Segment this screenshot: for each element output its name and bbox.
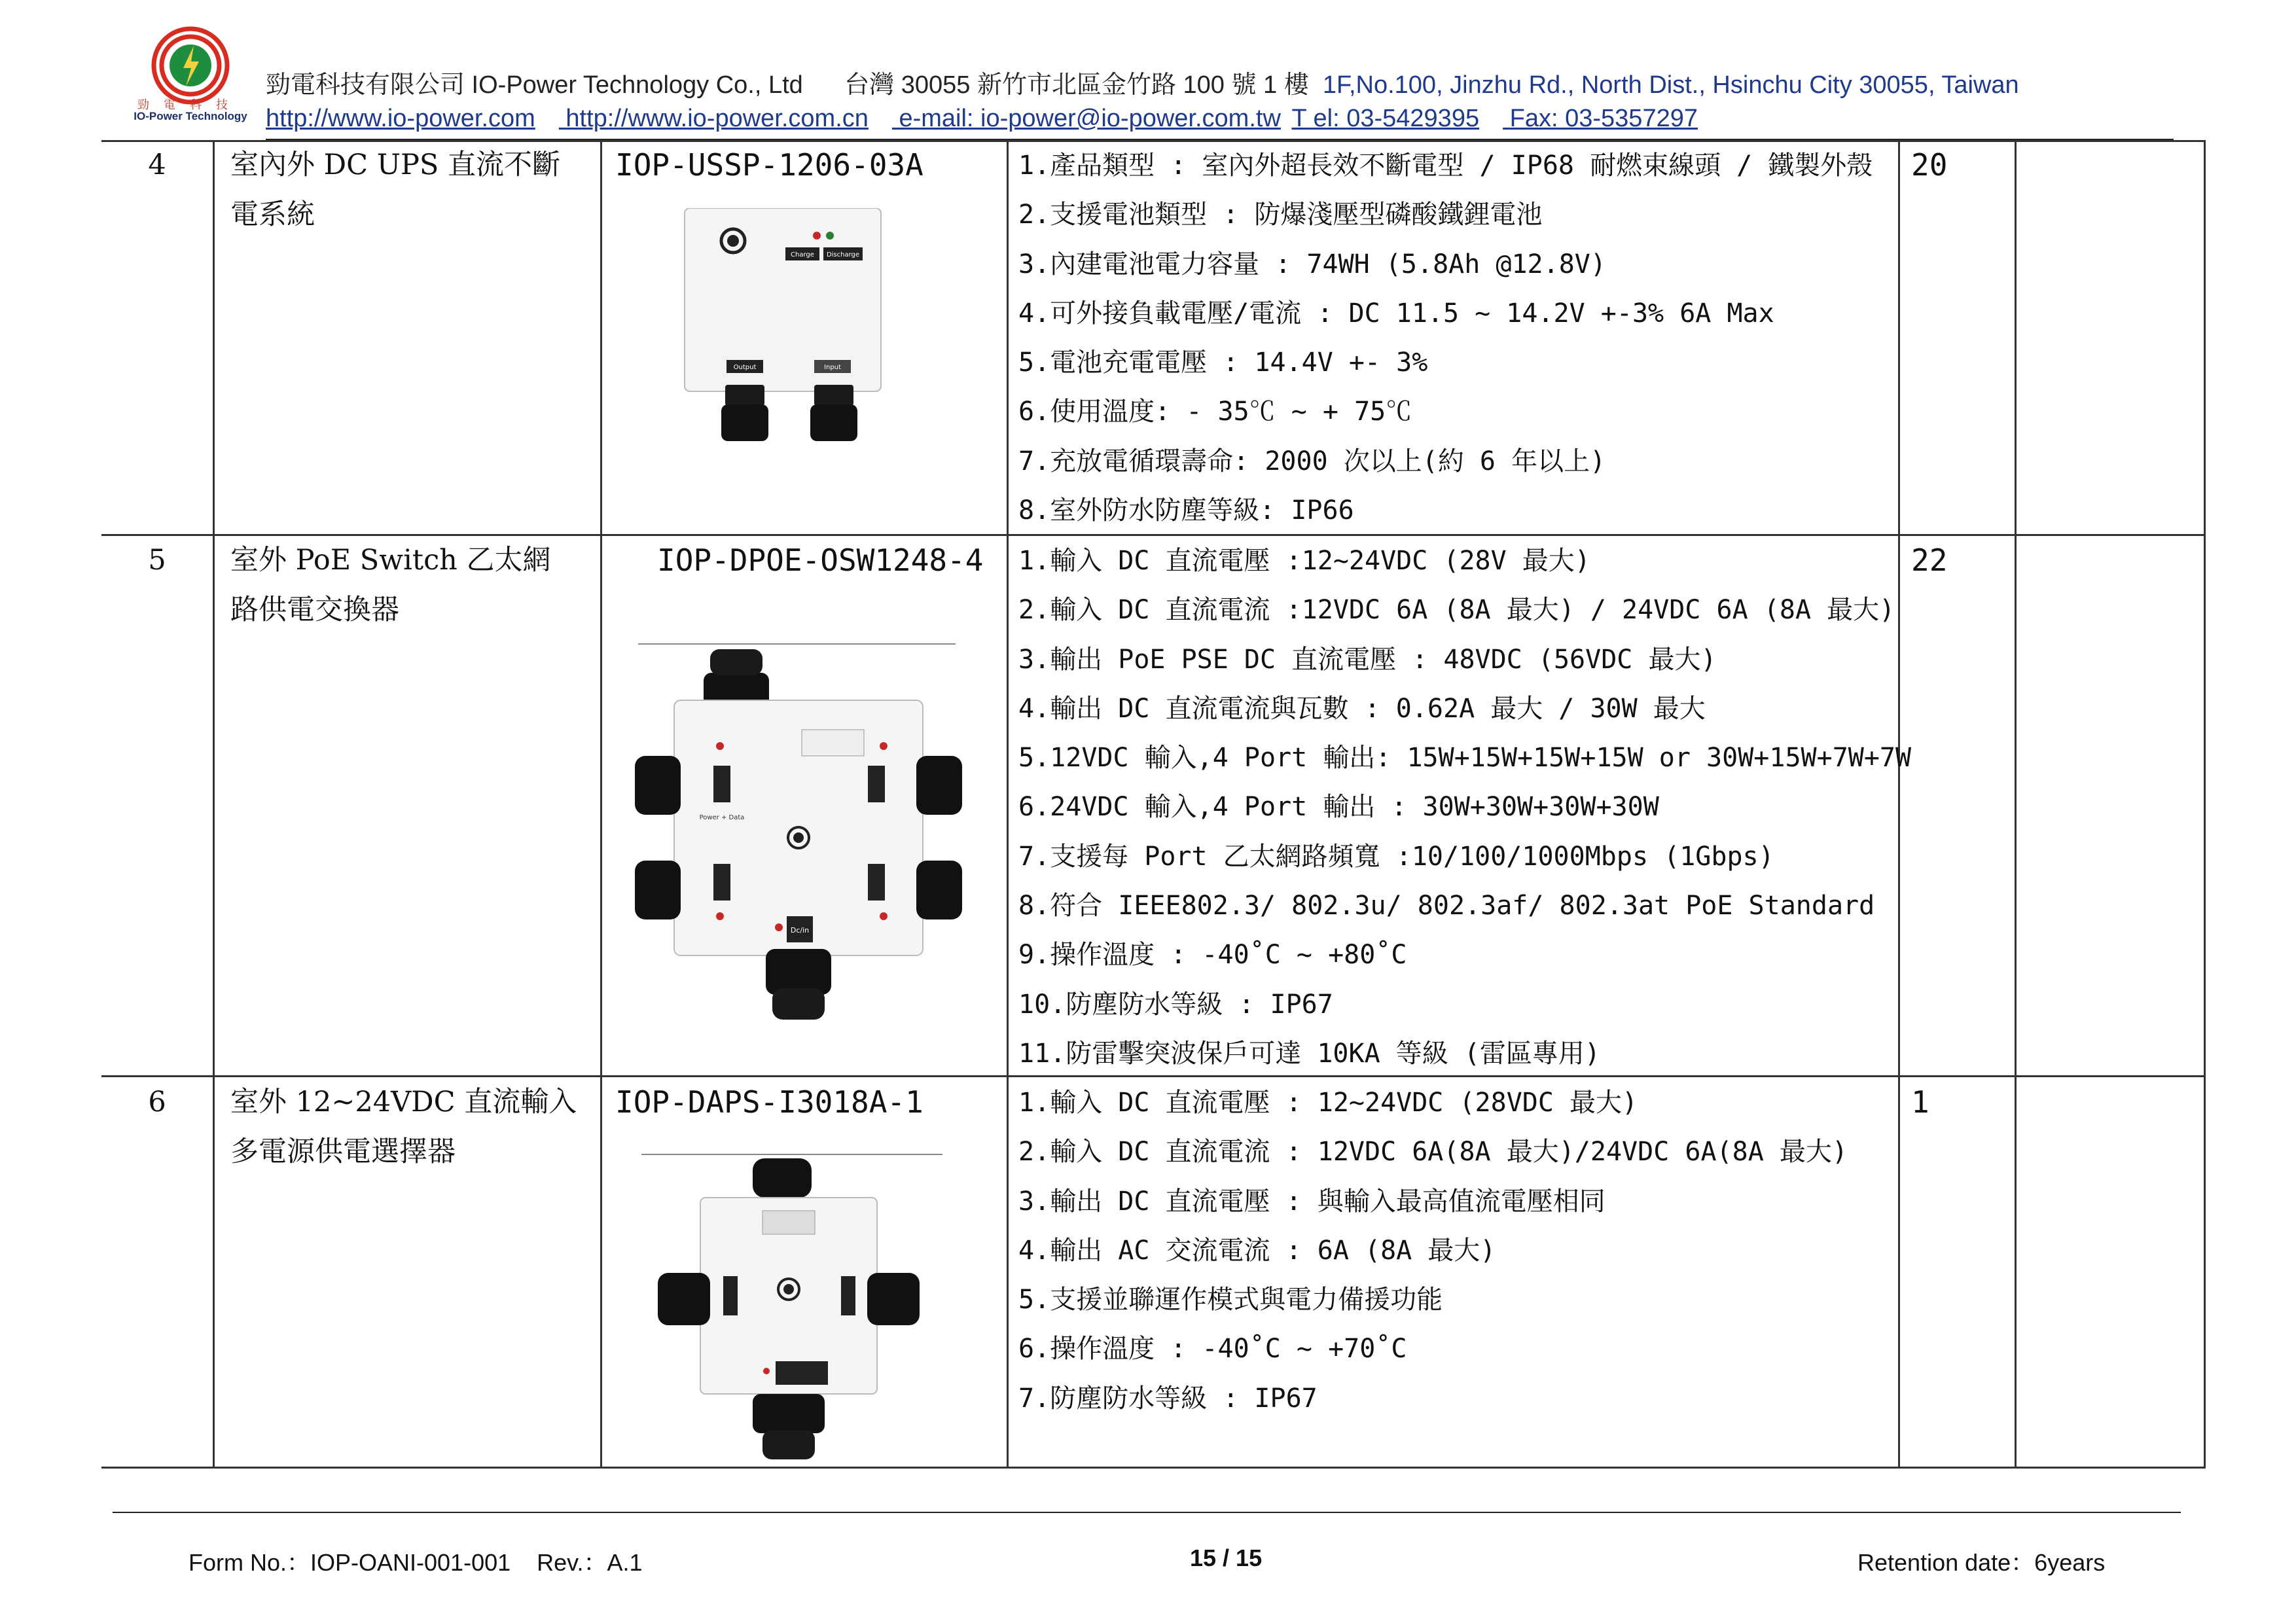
spec-item: 3.內建電池電力容量 : 74WH (5.8Ah @12.8V) [1018, 249, 1606, 279]
logo-english-text: IO-Power Technology [134, 110, 247, 122]
product-name-line: 電系統 [230, 198, 315, 231]
input-label: Input [824, 364, 841, 371]
spec-item: 7.防塵防水等級 : IP67 [1018, 1383, 1318, 1414]
spec-item: 7.支援每 Port 乙太網路頻寬 :10/100/1000Mbps (1Gbps) [1018, 841, 1774, 872]
quantity: 20 [1911, 147, 1948, 183]
row-number: 5 [148, 544, 166, 577]
footer-divider [113, 1512, 2181, 1513]
spec-item: 8.符合 IEEE802.3/ 802.3u/ 802.3af/ 802.3at PoE Standard [1018, 891, 1875, 921]
revision-text: Rev.：A.1 [537, 1549, 643, 1576]
page-number: 15 / 15 [1190, 1544, 1263, 1571]
form-number-text: Form No.：IOP-OANI-001-001 [188, 1549, 511, 1576]
spec-item: 2.輸入 DC 直流電流 : 12VDC 6A(8A 最大)/24VDC 6A(8A 最大) [1018, 1137, 1848, 1168]
logo-chinese-text: 勁電科技 [137, 98, 242, 112]
dc-in-label: Dc/in [790, 926, 810, 935]
spec-item: 1.輸入 DC 直流電壓 :12~24VDC (28V 最大) [1018, 546, 1590, 576]
row-number: 6 [148, 1086, 166, 1118]
spec-item: 5.電池充電電壓 : 14.4V +- 3% [1018, 348, 1428, 378]
product-name-line: 室外 PoE Switch 乙太網 [230, 544, 551, 577]
poe-switch-product-photo [635, 641, 962, 1034]
spec-item: 2.輸入 DC 直流電流 :12VDC 6A (8A 最大) / 24VDC 6A (8A 最大) [1018, 595, 1895, 626]
product-name-line: 多電源供電選擇器 [230, 1135, 456, 1168]
poe-port-label: Power + Data [699, 814, 745, 821]
power-selector-product-photo [638, 1152, 946, 1466]
spec-item: 4.可外接負載電壓/電流 : DC 11.5 ~ 14.2V +-3% 6A Max [1018, 298, 1774, 329]
website-link[interactable]: http://www.io-power.com [266, 105, 535, 132]
address-chinese: 台灣 30055 新竹市北區金竹路 100 號 1 樓 [844, 71, 1309, 99]
fax: Fax: 03-5357297 [1509, 105, 1698, 132]
row-number: 4 [148, 149, 166, 181]
spec-list [1018, 537, 1911, 1079]
product-name-line: 室外 12~24VDC 直流輸入 [230, 1086, 577, 1118]
spec-item: 11.防雷擊突波保戶可達 10KA 等級 (雷區專用) [1018, 1038, 1600, 1069]
model-number: IOP-DAPS-I3018A-1 [615, 1084, 924, 1120]
spec-item: 9.操作溫度 : -40˚C ~ +80˚C [1018, 940, 1407, 971]
charge-label: Charge [791, 251, 814, 259]
model-number: IOP-USSP-1206-03A [615, 147, 924, 183]
spec-item: 6.使用溫度: - 35℃ ~ + 75℃ [1018, 397, 1412, 427]
header-company-line [266, 64, 2019, 100]
spec-item: 6.操作溫度 : -40˚C ~ +70˚C [1018, 1334, 1407, 1364]
product-name [230, 1077, 597, 1177]
website-cn-link[interactable]: http://www.io-power.com.cn [565, 105, 869, 132]
product-name-line: 路供電交換器 [230, 594, 399, 626]
output-label: Output [733, 364, 757, 371]
product-name [230, 535, 597, 635]
spec-list [1018, 1079, 1848, 1423]
spec-item: 4.輸出 DC 直流電流與瓦數 : 0.62A 最大 / 30W 最大 [1018, 693, 1706, 724]
spec-item: 5.支援並聯運作模式與電力備援功能 [1018, 1285, 1443, 1315]
quantity: 22 [1911, 543, 1948, 578]
spec-item: 6.24VDC 輸入,4 Port 輸出 : 30W+30W+30W+30W [1018, 792, 1659, 823]
form-number [188, 1544, 643, 1578]
spec-item: 1.輸入 DC 直流電壓 : 12~24VDC (28VDC 最大) [1018, 1088, 1638, 1118]
spec-list [1018, 141, 1873, 535]
spec-item: 5.12VDC 輸入,4 Port 輸出: 15W+15W+15W+15W or 30W+15W+7W+7W [1018, 743, 1912, 774]
address-english: 1F,No.100, Jinzhu Rd., North Dist., Hsinchu City 30055, Taiwan [1322, 71, 2019, 99]
ups-product-photo [681, 208, 890, 452]
model-number: IOP-DPOE-OSW1248-4 [657, 543, 984, 578]
discharge-label: Discharge [826, 251, 860, 259]
spec-item: 10.防塵防水等級 : IP67 [1018, 989, 1333, 1020]
spec-item: 7.充放電循環壽命: 2000 次以上(約 6 年以上) [1018, 446, 1606, 476]
spec-item: 4.輸出 AC 交流電流 : 6A (8A 最大) [1018, 1235, 1496, 1266]
quantity: 1 [1911, 1084, 1929, 1120]
header-contact-line [266, 105, 1721, 133]
spec-item: 1.產品類型 : 室內外超長效不斷電型 / IP68 耐燃束線頭 / 鐵製外殼 [1018, 151, 1873, 181]
spec-item: 2.支援電池類型 : 防爆淺壓型磷酸鐵鋰電池 [1018, 200, 1543, 230]
email-link[interactable]: e-mail: io-power@io-power.com.tw [899, 105, 1281, 132]
spec-item: 3.輸出 DC 直流電壓 : 與輸入最高值流電壓相同 [1018, 1186, 1605, 1217]
retention-date: Retention date：6years [1857, 1549, 2106, 1576]
telephone: T el: 03-5429395 [1291, 105, 1480, 132]
product-name-line: 室內外 DC UPS 直流不斷 [230, 149, 561, 181]
spec-item: 3.輸出 PoE PSE DC 直流電壓 : 48VDC (56VDC 最大) [1018, 644, 1717, 675]
product-name [230, 140, 597, 240]
company-name: 勁電科技有限公司 IO-Power Technology Co., Ltd [266, 71, 803, 99]
spec-item: 8.室外防水防塵等級: IP66 [1018, 495, 1354, 526]
